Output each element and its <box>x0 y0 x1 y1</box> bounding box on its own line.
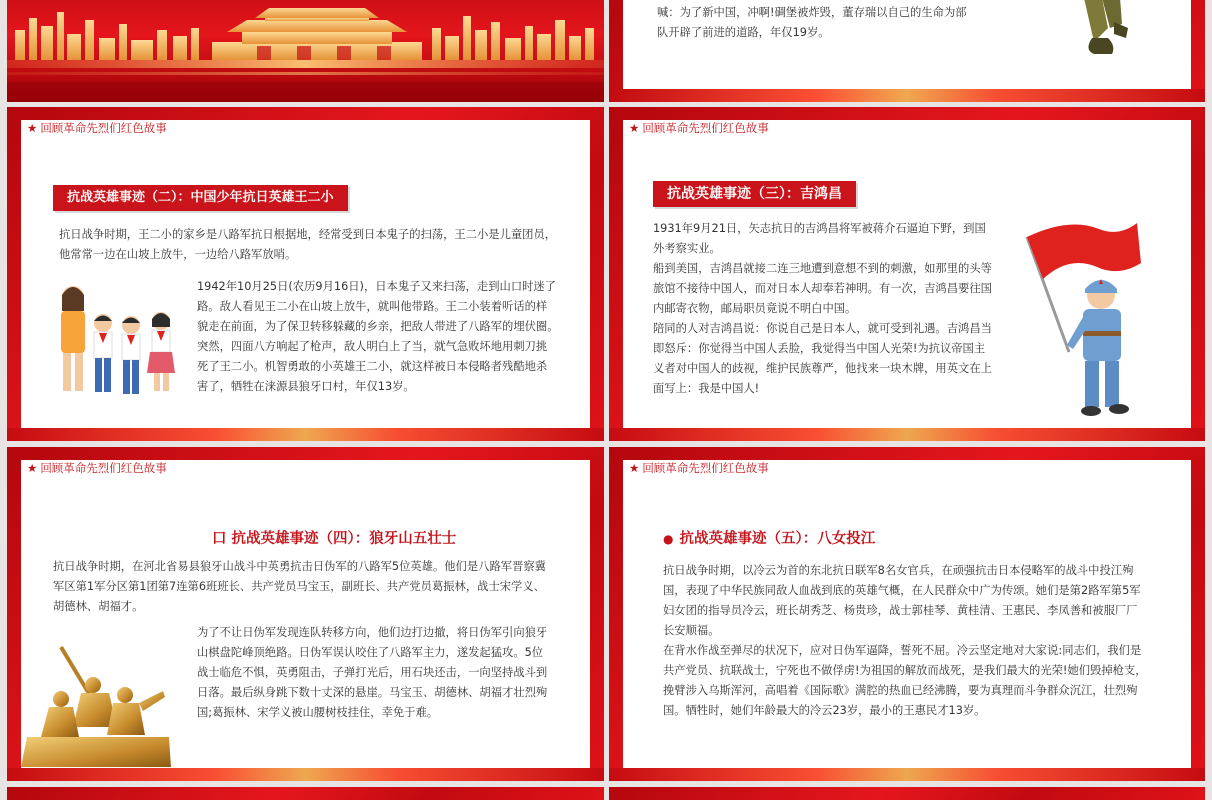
breadcrumb: ★ 回顾革命先烈们红色故事 <box>27 461 167 475</box>
slide-dong-cunrui[interactable] <box>609 0 1205 102</box>
slide-bottom-shine <box>609 428 1205 441</box>
story-body: 为了不让日伪军发现连队转移方向，他们边打边撤，将日伪军引向狼牙 山棋盘陀峰顶绝路。日伪军误认咬住了八路军主力，遂发起猛攻。5位 战士临危不惧，英勇阻击，子弹打光后，用石块还击，一向坚持战斗到 日落。最后纵身跳下数十丈深的悬崖。马宝玉、胡德林、胡福才壮烈殉 国;葛振林、宋学义被山腰树枝挂住，幸免于难。 <box>197 626 548 719</box>
slide-langya-five-heroes[interactable] <box>7 447 604 781</box>
breadcrumb: ★ 回顾革命先烈们红色故事 <box>629 121 769 135</box>
heroes-statue-illustration <box>21 637 171 767</box>
story-body: 1942年10月25日(农历9月16日)，日本鬼子又来扫荡，走到山口时迷了 路。敌人看见王二小在山坡上放牛，就叫他带路。王二小装着听话的样 貌走在前面，为了保卫转移躲藏的乡亲，把敌人带进了八路军的埋伏圈。 突然，四面八方响起了枪声，敌人明白上了当，就气急败坏地用刺刀挑 死了王二小。机智勇敢的小英雄王二小，就这样被日本侵略者残酷地杀 害了，牺牲在涞源县狼牙口村，年仅13岁。 <box>197 280 559 393</box>
slide-next-left[interactable] <box>7 787 604 800</box>
story-title: 抗战英雄事迹（三）：吉鸿昌 <box>653 181 856 207</box>
skyline-illustration <box>7 0 604 102</box>
children-saluting-illustration <box>51 277 191 407</box>
slide-ji-hongchang[interactable] <box>609 107 1205 441</box>
star-icon: ★ <box>27 461 38 475</box>
slide-wang-erxiao[interactable] <box>7 107 604 441</box>
story-body: 抗日战争时期，以冷云为首的东北抗日联军8名女官兵，在顽强抗击日本侵略军的战斗中投江殉 国，表现了中华民族同敌人血战到底的英雄气概，在人民群众中广为传颂。她们是第2路军第5军 妇女团的指导员冷云，班长胡秀芝、杨贵珍，战士郭桂琴、黄桂清、王惠民、李凤善和被服厂厂 长安顺福。 在背水作战至弹尽的状况下，应对日伪军逼降，誓死不屈。冷云坚定地对大家说:同志们，我们是 共产党员、抗联战士，宁死也不做俘虏!为祖国的解放而战死，是我们最大的光荣!她们毁掉枪支， 挽臂涉入乌斯浑河，高唱着《国际歌》满腔的热血已经沸腾，要为真理而斗争群众沉江，壮烈殉 国。牺牲时，她们年龄最大的冷云23岁，最小的王惠民才13岁。 <box>663 564 1147 717</box>
slide-eight-women[interactable] <box>609 447 1205 781</box>
dong-cunrui-text: 喊：为了新中国，冲啊!碉堡被炸毁，董存瑞以自己的生命为部 队开辟了前进的道路，年仅19岁。 <box>657 6 967 39</box>
story-intro: 抗日战争时期，王二小的家乡是八路军抗日根据地，经常受到日本鬼子的扫荡，王二小是儿童团员， 他常常一边在山坡上放牛，一边给八路军放哨。 <box>59 228 557 261</box>
slide-next-right[interactable] <box>609 787 1205 800</box>
slide-bottom-shine <box>7 768 604 781</box>
slide-bottom-shine <box>609 768 1205 781</box>
star-icon: ★ <box>629 121 640 135</box>
soldier-legs-illustration <box>1064 0 1144 68</box>
star-icon: ★ <box>629 461 640 475</box>
star-icon: ★ <box>27 121 38 135</box>
slide-bottom-shine <box>609 89 1205 102</box>
story-intro: 抗日战争时期，在河北省易县狼牙山战斗中英勇抗击日伪军的八路军5位英雄。他们是八路军晋察冀 军区第1军分区第1团第7连第6班班长、共产党员马宝玉，副班长、共产党员葛振林，战士宋学义、 胡德林、胡福才。 <box>53 560 546 613</box>
soldier-with-flag-illustration <box>1009 207 1159 422</box>
slide-skyline-banner[interactable] <box>7 0 604 102</box>
breadcrumb: ★ 回顾革命先烈们红色故事 <box>27 121 167 135</box>
story-title: 口 抗战英雄事迹（四）：狼牙山五壮士 <box>212 531 457 547</box>
story-title: ● 抗战英雄事迹（五）：八女投江 <box>663 531 876 547</box>
story-body: 1931年9月21日，矢志抗日的吉鸿昌将军被蒋介石逼迫下野，到国 外考察实业。 船到美国，吉鸿昌就接二连三地遭到意想不到的刺激，如那里的头等 旅馆不接待中国人，而对日本人却奉若神明。有一次，吉鸿昌要往国 内邮寄衣物，邮局职员竟说不明白中国。 陪同的人对吉鸿昌说：你说自己是日本人，就可受到礼遇。吉鸿昌当 即怒斥：你觉得当中国人丢脸，我觉得当中国人光荣!为抗议帝国主 义者对中国人的歧视，维护民族尊严，他找来一块木牌，用英文在上 面写上：我是中国人! <box>653 222 992 395</box>
slide-bottom-shine <box>7 428 604 441</box>
bullet-icon: ● <box>663 532 674 546</box>
breadcrumb: ★ 回顾革命先烈们红色故事 <box>629 461 769 475</box>
story-title: 抗战英雄事迹（二）：中国少年抗日英雄王二小 <box>53 185 348 211</box>
